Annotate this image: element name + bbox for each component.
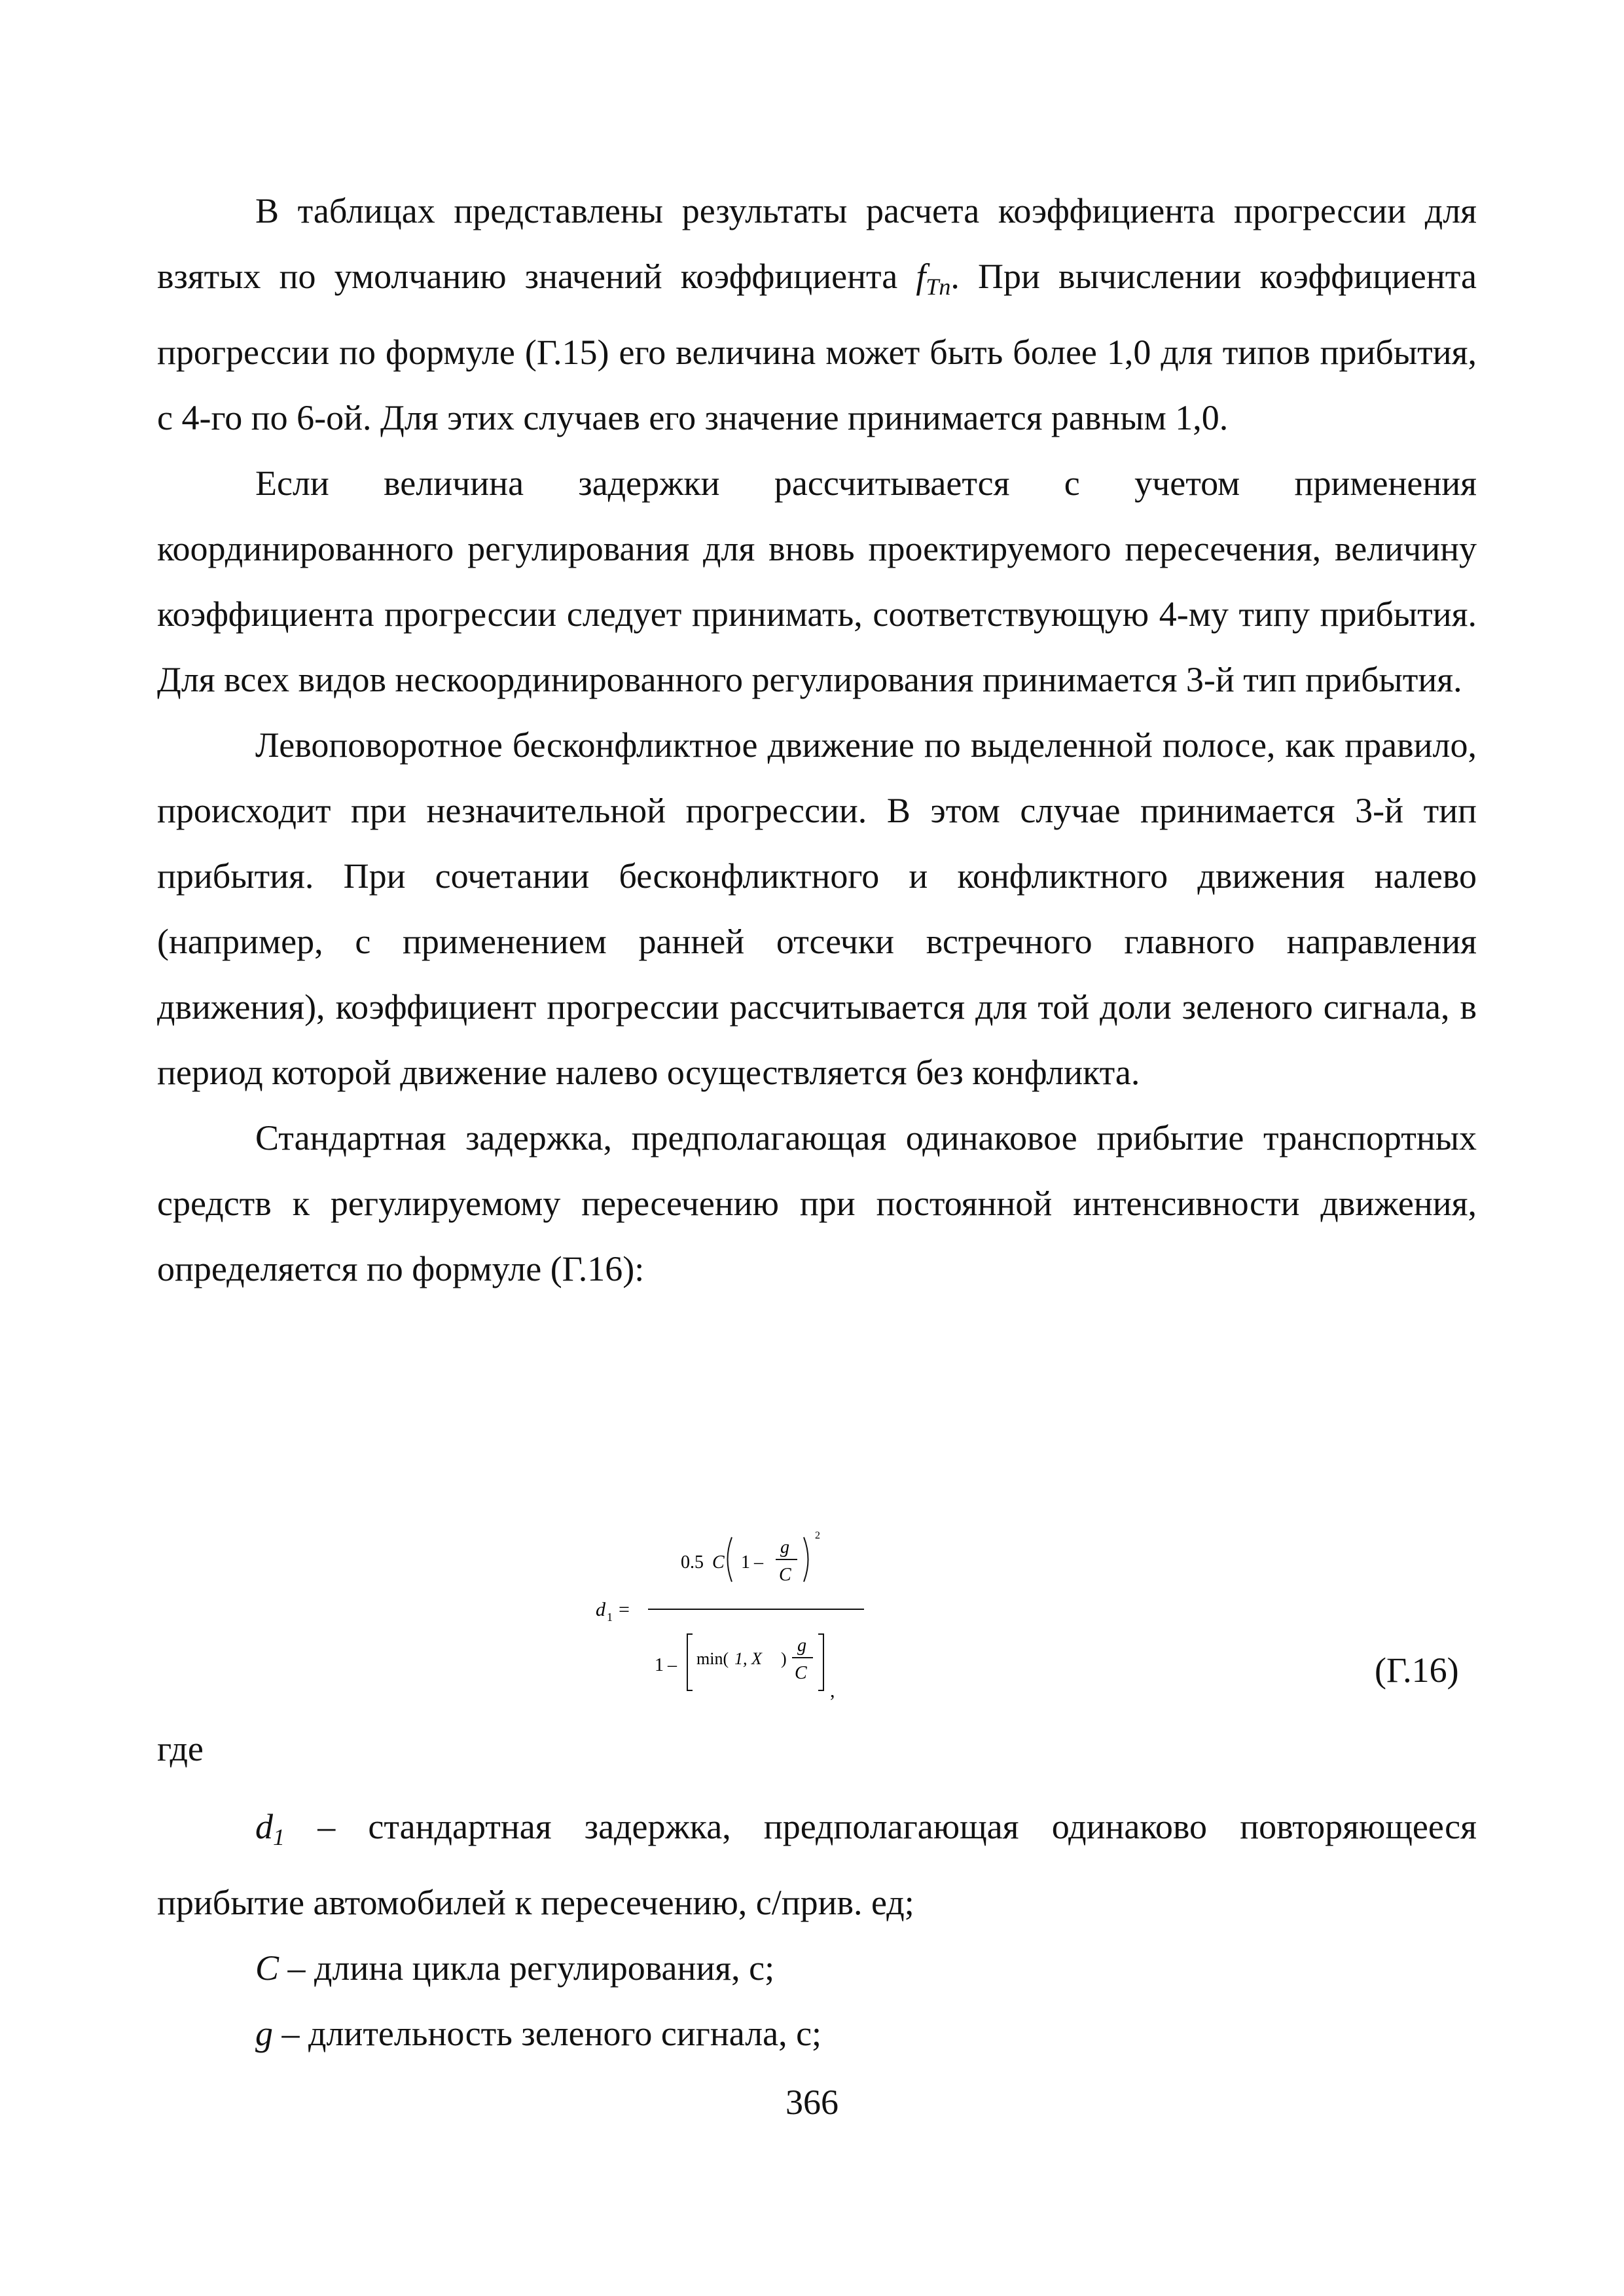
- left-paren: [728, 1537, 732, 1582]
- denominator-close-paren: ): [781, 1649, 787, 1668]
- definition-symbol: C: [255, 1948, 280, 1988]
- definition-g: [157, 2001, 1477, 2066]
- right-bracket: [818, 1634, 823, 1690]
- formula-lhs-sub: 1: [607, 1611, 613, 1624]
- numerator-C: C: [712, 1552, 725, 1573]
- denominator-C: C: [795, 1663, 807, 1683]
- definition-symbol: $d_1$: [255, 1807, 285, 1850]
- denominator-min: min(: [696, 1649, 729, 1668]
- coefficient-symbol: $f_{Tn}$: [916, 257, 951, 300]
- numerator-coefficient: 0.5: [681, 1552, 704, 1573]
- definition-text: – длина цикла регулирования, с;: [279, 1948, 775, 1988]
- paragraph-1-text-cont: . При вычислении коэффициента прогрессии по формуле (Г.15) его величина может быть более 1,0 для типов прибытия, с 4-го по 6-ой. Для этих случаев его значение принимается равным 1,0.: [157, 257, 1477, 437]
- formula-graphic: [589, 1519, 916, 1715]
- denominator-g: g: [797, 1635, 806, 1656]
- numerator-minus: –: [754, 1552, 763, 1573]
- denominator-one: 1: [655, 1655, 664, 1675]
- left-bracket: [687, 1634, 693, 1690]
- definitions-block: [157, 1794, 1477, 2066]
- definition-text: – длительность зеленого сигнала, с;: [273, 2014, 822, 2053]
- page-number: 366: [785, 2083, 839, 2122]
- formula-comma: ,: [830, 1680, 835, 1702]
- paragraph-3: Левоповоротное бесконфликтное движение по выделенной полосе, как правило, происходит при незначительной прогрессии. В этом случае принимается 3-й тип прибытия. При сочетании бесконфликтного и конфликтного движения налево (например, с применением ранней отсечки встречного главного направления движения), коэффициент прогрессии рассчитывается для той доли зеленого сигнала, в период которой движение налево осуществляется без конфликта.: [157, 725, 1477, 1092]
- paragraph-1-text: В таблицах представлены результаты расчета коэффициента прогрессии для взятых по умолчанию значений коэффициента: [157, 191, 1477, 296]
- definition-symbol: g: [255, 2014, 273, 2053]
- right-paren: [804, 1537, 808, 1582]
- paragraph-2: Если величина задержки рассчитывается с учетом применения координированного регулирования для вновь проектируемого пересечения, величину коэффициента прогрессии следует принимать, соответствующую 4-му типу прибытия. Для всех видов нескоординированного регулирования принимается 3-й тип прибытия.: [157, 464, 1477, 699]
- definition-d1: [157, 1794, 1477, 1935]
- numerator-g: g: [780, 1537, 789, 1558]
- numerator-C-den: C: [779, 1565, 791, 1585]
- numerator-one: 1: [741, 1552, 750, 1573]
- paragraph-1: [157, 178, 1477, 450]
- definition-text: – стандартная задержка, предполагающая одинаково повторяющееся прибытие автомобилей к пересечению, с/прив. ед;: [157, 1807, 1477, 1922]
- where-label: где: [157, 1729, 204, 1768]
- definition-C: [157, 1935, 1477, 2001]
- body-text: [157, 178, 1477, 1302]
- denominator-args: 1, X: [734, 1649, 762, 1668]
- formula-g16: [589, 1519, 916, 1715]
- formula-lhs: d: [596, 1599, 605, 1620]
- numerator-exponent: 2: [815, 1530, 820, 1541]
- paragraph-4: Стандартная задержка, предполагающая одинаковое прибытие транспортных средств к регулируемому пересечению при постоянной интенсивности движения, определяется по формуле (Г.16):: [157, 1118, 1477, 1288]
- denominator-minus: –: [668, 1655, 677, 1675]
- formula-number: (Г.16): [1375, 1650, 1459, 1690]
- formula-equals: =: [619, 1599, 630, 1620]
